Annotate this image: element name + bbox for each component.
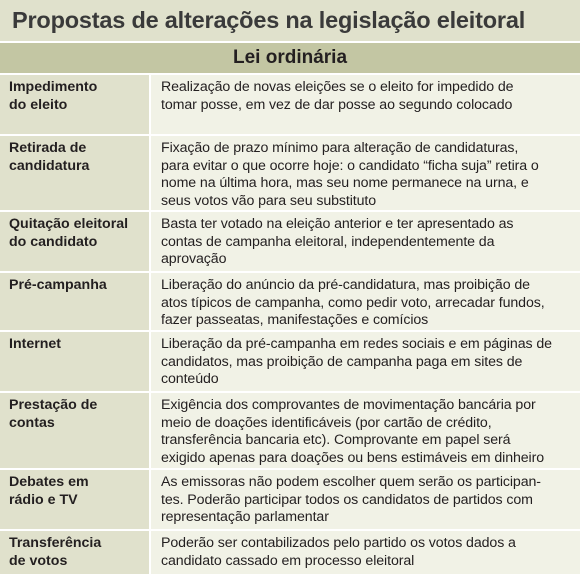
row-label-line: Transferência bbox=[9, 535, 102, 551]
table-row bbox=[0, 470, 580, 531]
row-label bbox=[0, 273, 149, 330]
table-row bbox=[0, 531, 580, 574]
row-label bbox=[0, 470, 149, 529]
row-desc-line: As emissoras não podem escolher quem serão os participan- bbox=[161, 474, 541, 490]
row-description bbox=[151, 470, 580, 529]
row-desc-line: seus votos vão para seu substituto bbox=[161, 192, 377, 209]
section-header: Lei ordinária bbox=[0, 43, 580, 73]
row-label-line: Prestação de contas bbox=[9, 397, 98, 431]
row-label-line: Impedimento bbox=[9, 79, 98, 95]
row-desc-line: representação parlamentar bbox=[161, 509, 329, 526]
row-desc-line: atos típicos de campanha, como pedir voto, arrecadar fundos, bbox=[161, 294, 545, 311]
table-row bbox=[0, 212, 580, 273]
row-label bbox=[0, 212, 149, 271]
row-desc-line: candidatos, mas proibição de campanha paga em sites de bbox=[161, 353, 523, 370]
row-label-line: do eleito bbox=[9, 96, 68, 113]
row-desc-line: nome na última hora, mas seu nome permanece na urna, e bbox=[161, 175, 529, 192]
row-label-line: Debates em bbox=[9, 474, 89, 490]
row-desc-line: tomar posse, em vez de dar posse ao segundo colocado bbox=[161, 96, 513, 113]
row-desc-line: Fixação de prazo mínimo para alteração de candidaturas, bbox=[161, 140, 519, 156]
row-desc-line: Liberação do anúncio da pré-candidatura, mas proibição de bbox=[161, 277, 530, 293]
row-description bbox=[151, 273, 580, 330]
row-label bbox=[0, 75, 149, 134]
row-description bbox=[151, 531, 580, 574]
row-label-line: do candidato bbox=[9, 233, 98, 250]
row-label-line: Internet bbox=[9, 336, 62, 352]
row-desc-line: Realização de novas eleições se o eleito for impedido de bbox=[161, 79, 514, 95]
row-desc-line: Exigência dos comprovantes de movimentação bancária por bbox=[161, 397, 536, 413]
table-row bbox=[0, 332, 580, 393]
row-desc-line: transferência bancaria etc). Comprovante em papel será bbox=[161, 432, 511, 449]
row-description bbox=[151, 75, 580, 134]
table-row bbox=[0, 75, 580, 136]
row-desc-line: fazer passeatas, manifestações e comícios bbox=[161, 312, 429, 329]
row-description bbox=[151, 212, 580, 271]
row-desc-line: Basta ter votado na eleição anterior e ter apresentado as bbox=[161, 216, 514, 232]
row-description bbox=[151, 332, 580, 391]
row-description bbox=[151, 136, 580, 210]
row-desc-line: conteúdo bbox=[161, 371, 219, 388]
row-desc-line: meio de doações identificáveis (por cartão de crédito, bbox=[161, 414, 492, 431]
row-label bbox=[0, 531, 149, 574]
row-desc-line: Poderão ser contabilizados pelo partido os votos dados a bbox=[161, 535, 516, 551]
row-label-line: candidatura bbox=[9, 157, 90, 174]
row-desc-line: tes. Poderão participar todos os candidatos de partidos com bbox=[161, 491, 533, 508]
row-label bbox=[0, 332, 149, 391]
row-label-line: Retirada de bbox=[9, 140, 87, 156]
row-desc-line: exigido apenas para doações ou bens estimáveis em dinheiro bbox=[161, 449, 545, 466]
table-row bbox=[0, 393, 580, 470]
row-desc-line: para evitar o que ocorre hoje: o candidato “ficha suja” retira o bbox=[161, 157, 539, 174]
row-description bbox=[151, 393, 580, 468]
row-label bbox=[0, 136, 149, 210]
row-desc-line: aprovação bbox=[161, 251, 227, 268]
row-label bbox=[0, 393, 149, 468]
row-label-line: Pré-campanha bbox=[9, 277, 107, 293]
row-desc-line: Liberação da pré-campanha em redes sociais e em páginas de bbox=[161, 336, 552, 352]
table-row bbox=[0, 136, 580, 212]
table-row bbox=[0, 273, 580, 332]
rows-container bbox=[0, 75, 580, 574]
row-label-line: de votos bbox=[9, 552, 68, 569]
row-label-line: rádio e TV bbox=[9, 491, 78, 508]
row-label-line: Quitação eleitoral bbox=[9, 216, 129, 232]
row-desc-line: candidato cassado em processo eleitoral bbox=[161, 552, 415, 569]
row-desc-line: contas de campanha eleitoral, independentemente da bbox=[161, 233, 495, 250]
page-title: Propostas de alterações na legislação eleitoral bbox=[0, 0, 580, 41]
